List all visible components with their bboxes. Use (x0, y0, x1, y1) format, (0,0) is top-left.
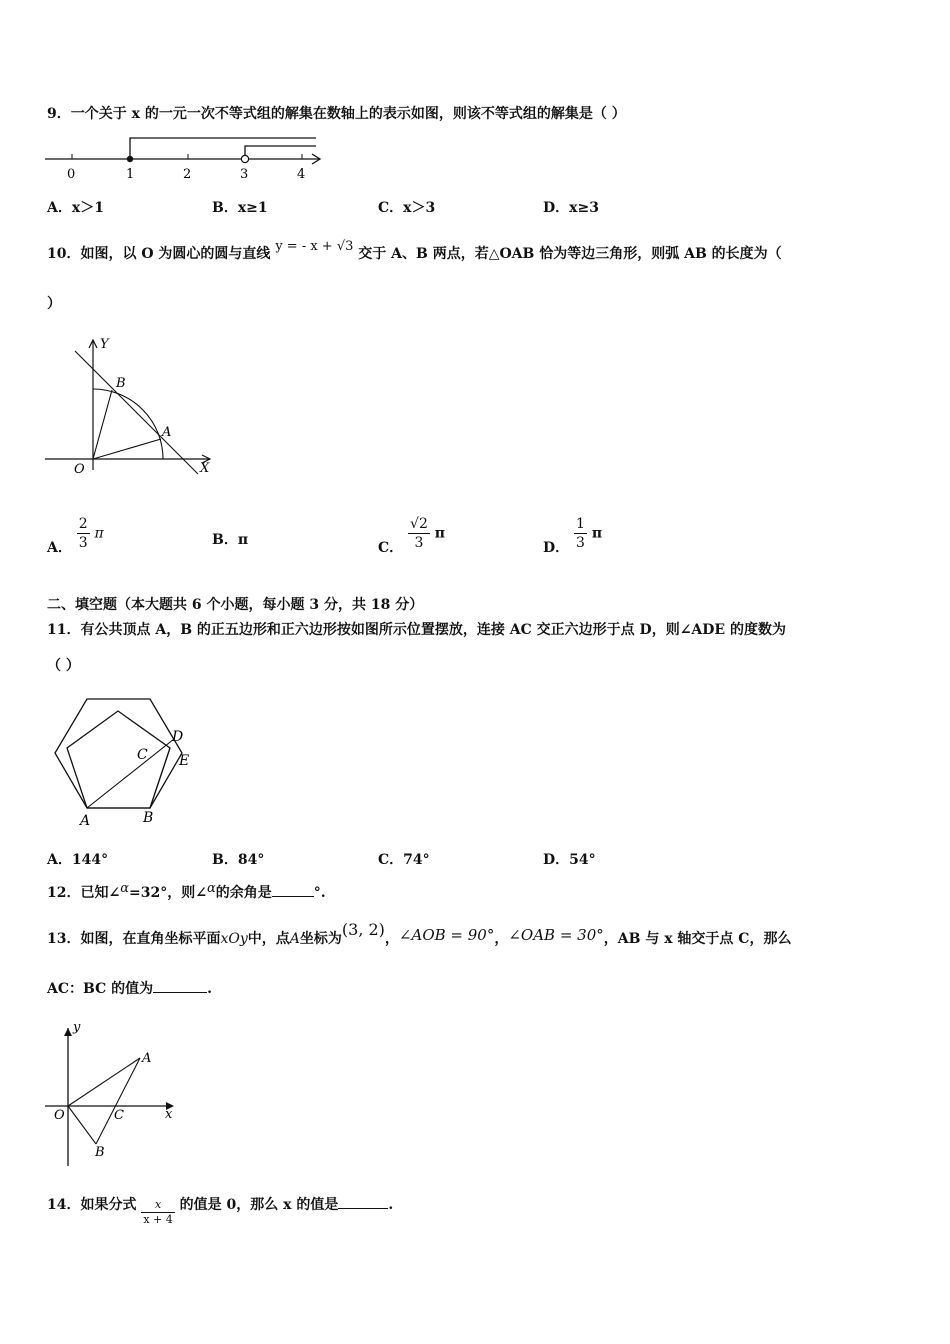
fraction-numerator: 2 (78, 516, 88, 532)
q11-option-c[interactable]: C．74° (378, 852, 430, 868)
q13-point-a: A (289, 931, 300, 947)
q10-label-y: Y (100, 337, 109, 352)
q13-label-c: C (114, 1108, 124, 1123)
pi-symbol: π (94, 525, 104, 542)
q13-sep: ， (384, 931, 399, 947)
q9-option-d[interactable]: D．x≥3 (543, 200, 599, 216)
q10-formula: y = - x + √3 (275, 239, 354, 254)
section-2-title: 二、填空题（本大题共 6 个小题，每小题 3 分，共 18 分） (47, 597, 424, 613)
q13-answer-blank[interactable] (153, 992, 207, 993)
q10-label-o: O (74, 462, 85, 477)
axis-label-3: 3 (240, 167, 249, 182)
q14-answer-blank[interactable] (338, 1208, 388, 1209)
q11-figure (50, 695, 210, 835)
q10-figure (40, 335, 220, 475)
q13-label-b: B (95, 1145, 105, 1160)
pi-symbol: π (434, 525, 445, 542)
q10-option-c-letter: C． (378, 539, 404, 556)
axis-label-0: 0 (67, 167, 76, 182)
q10-option-c-fraction (408, 515, 430, 552)
fraction-numerator: 1 (576, 516, 585, 532)
q12-text (47, 882, 326, 902)
alpha-symbol: α (206, 881, 216, 896)
axis-label-2: 2 (183, 167, 192, 182)
q13-label-x: x (165, 1107, 173, 1122)
fraction-denominator: 3 (408, 533, 430, 552)
q10-option-b-letter: B． (212, 532, 238, 548)
q12-text-3: 的余角是 (215, 885, 272, 901)
q13-label-o: O (54, 1108, 65, 1123)
q12-answer-blank[interactable] (272, 896, 314, 897)
q11-option-d[interactable]: D．54° (543, 852, 596, 868)
fraction-numerator: √2 (410, 516, 428, 532)
q14-text-2: 的值是 0，那么 x 的值是 (179, 1196, 339, 1213)
q10-option-d-fraction (574, 515, 587, 552)
q13-line2-end: . (207, 981, 212, 997)
q11-label-c: C (137, 747, 148, 763)
q10-option-a-letter: A． (47, 539, 72, 556)
alpha-symbol: α (120, 881, 129, 896)
q9-option-c[interactable]: C．x＞3 (378, 200, 436, 216)
q11-label-d: D (172, 729, 184, 745)
q13-line2-text: AC：BC 的值为 (47, 981, 154, 997)
q9-text: 9．一个关于 x 的一元一次不等式组的解集在数轴上的表示如图，则该不等式组的解集是（ ） (47, 106, 626, 122)
q13-label-y: y (73, 1020, 81, 1035)
q13-sep: ， (494, 931, 509, 947)
q10-text-after: 交于 A、B 两点，若△OAB 恰为等边三角形，则弧 AB 的长度为（ (358, 246, 782, 262)
fraction-numerator: x (154, 1198, 162, 1211)
fraction-denominator: x + 4 (143, 1213, 173, 1226)
q13-angle-oab: ∠OAB = 30° (508, 926, 604, 944)
q10-label-b: B (116, 376, 126, 391)
q10-option-d[interactable] (543, 515, 603, 556)
q14-text-1: 14．如果分式 (47, 1196, 137, 1213)
q10-option-b-value: π (237, 532, 249, 548)
q10-close-paren: ） (47, 296, 61, 312)
q13-text-3: 坐标为 (299, 931, 342, 947)
q13-text-2: 中，点 (247, 931, 290, 947)
axis-label-4: 4 (297, 167, 306, 182)
q14-text-end: . (388, 1196, 394, 1213)
q13-angle-aob: ∠AOB = 90° (398, 926, 495, 944)
q10-option-a[interactable] (47, 515, 104, 556)
q11-label-b: B (143, 810, 154, 826)
q13-line-2 (47, 978, 212, 998)
q13-xoy: xOy (220, 931, 248, 947)
q9-option-b[interactable]: B．x≥1 (212, 200, 268, 216)
q10-label-a: A (162, 425, 172, 440)
fraction-denominator: 3 (576, 535, 585, 551)
solid-point-1 (127, 156, 133, 162)
q13-label-a: A (142, 1051, 152, 1066)
q12-text-4: °. (313, 885, 326, 901)
q10-text-before: 10．如图，以 O 为圆心的圆与直线 (47, 246, 271, 262)
pi-symbol: π (591, 525, 603, 542)
q13-text (47, 920, 792, 948)
q11-paren: （ ） (47, 658, 80, 674)
axis-label-1: 1 (126, 167, 135, 182)
q10-option-d-letter: D． (543, 539, 570, 556)
q13-coord: (3, 2) (341, 920, 385, 939)
q10-label-x: X (200, 461, 210, 476)
q11-text: 11．有公共顶点 A，B 的正五边形和正六边形按如图所示位置摆放，连接 AC 交正六边形于点 D，则∠ADE 的度数为 (47, 622, 786, 638)
q11-label-a: A (80, 813, 91, 829)
q9-number-line (40, 132, 330, 184)
open-point-3 (241, 155, 248, 162)
q10-option-a-fraction (77, 515, 90, 552)
q14-fraction (141, 1198, 174, 1227)
q12-text-2: =32°，则∠ (129, 885, 207, 901)
q11-option-b[interactable]: B．84° (212, 852, 265, 868)
q11-option-a[interactable]: A．144° (47, 852, 109, 868)
q12-text-1: 12．已知∠ (47, 885, 121, 901)
q11-label-e: E (179, 753, 190, 769)
q10-option-b[interactable] (212, 529, 248, 549)
q13-figure (40, 1018, 190, 1173)
fraction-denominator: 3 (78, 535, 88, 551)
q9-option-a[interactable]: A．x＞1 (47, 200, 104, 216)
q13-text-4: ，AB 与 x 轴交于点 C，那么 (603, 931, 792, 947)
q10-text (47, 239, 782, 263)
q10-option-c[interactable] (378, 515, 445, 556)
q13-text-1: 13．如图，在直角坐标平面 (47, 931, 221, 947)
q14-text (47, 1198, 393, 1227)
